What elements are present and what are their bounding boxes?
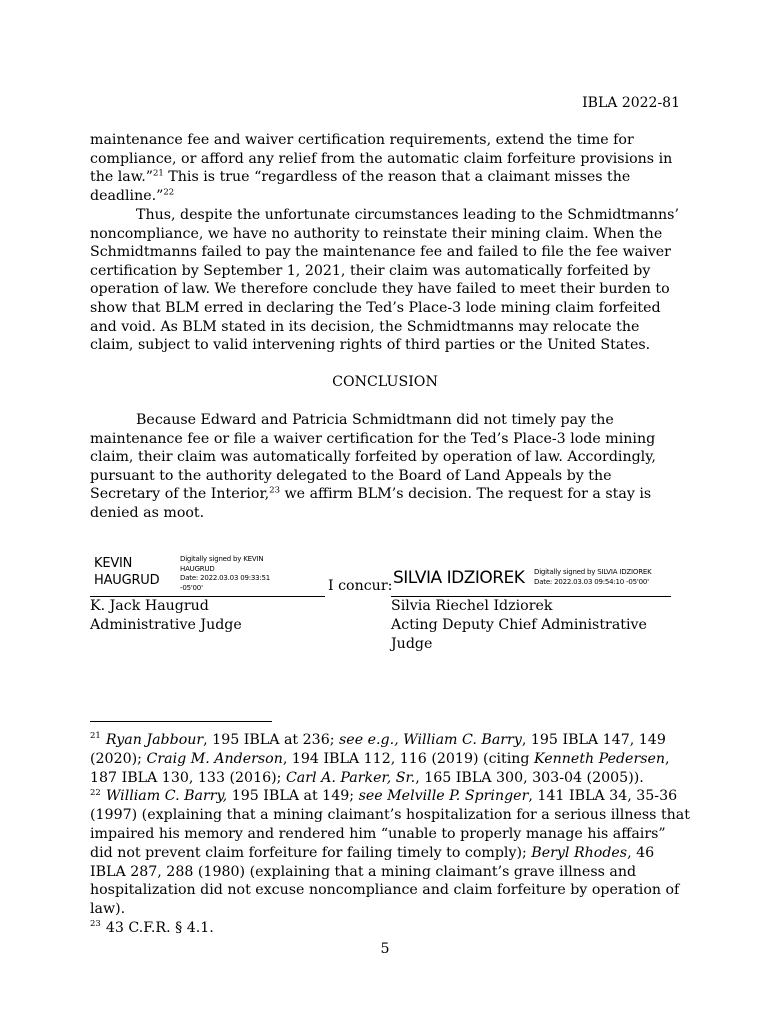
case-citation: Ryan Jabbour bbox=[105, 732, 204, 748]
paragraph-conclusion bbox=[90, 411, 680, 523]
paragraph-text: we affirm BLM’s decision. The request for a stay is denied as moot. bbox=[90, 486, 652, 521]
paragraph-analysis bbox=[90, 206, 680, 355]
signer-name: Silvia Riechel Idziorek bbox=[391, 598, 553, 614]
case-citation: Craig M. Anderson bbox=[146, 750, 283, 767]
paragraph-continuation bbox=[90, 131, 680, 205]
citation-text: , 195 IBLA at 236; bbox=[203, 732, 340, 748]
signature-block bbox=[90, 552, 690, 652]
citation-text: , 165 IBLA 300, 303-04 (2005)). bbox=[415, 769, 644, 786]
paragraph-text: Because Edward and Patricia Schmidtmann did not timely pay the maintenance fee or file a waiver certification for the Ted’s Place-3 lode mining claim, their claim was automatically forfeited by operation of law. Accordingly, pursuant to the authority delegated to the Board of Land Appeals by the Secretary of the Interior, bbox=[90, 412, 656, 503]
case-citation: Carl A. Parker, Sr. bbox=[285, 769, 416, 786]
citation-text: 195 IBLA at 149; bbox=[227, 788, 359, 805]
citation-text: , 187 IBLA 130, 133 (2016); bbox=[90, 750, 670, 786]
signer-name-stamp: SILVIA IDZIOREK bbox=[393, 568, 525, 588]
footnotes bbox=[90, 731, 690, 938]
signature-metadata: Digitally signed by SILVIA IDZIOREK Date: 2022.03.03 09:54:10 -05'00' bbox=[534, 568, 652, 586]
footnote-21 bbox=[90, 731, 690, 787]
footnote-22 bbox=[90, 787, 690, 919]
section-heading: CONCLUSION bbox=[332, 374, 438, 390]
digital-signature-stamp[interactable] bbox=[90, 552, 325, 597]
citation-text: , 46 IBLA 287, 288 (1980) (explaining that a mining claimant’s grave illness and hospitalization did not excuse noncompliance and claim forfeiture by operation of law). bbox=[90, 844, 680, 918]
footnote-ref-23[interactable]: 23 bbox=[269, 485, 281, 496]
signer-title: Acting Deputy Chief Administrative Judge bbox=[391, 617, 647, 652]
citation-text: , 194 IBLA 112, 116 (2019) (citing bbox=[282, 750, 535, 767]
footnote-23 bbox=[90, 919, 690, 938]
concur-label: I concur: bbox=[328, 578, 393, 594]
footnote-number: 22 bbox=[90, 787, 101, 798]
citation-text: , 195 IBLA 147, 149 (2020); bbox=[90, 732, 666, 767]
paragraph-text: Thus, despite the unfortunate circumstances leading to the Schmidtmanns’ noncompliance, we have no authority to reinstate their mining claim. When the Schmidtmanns failed to pay the maintenance fee and failed to file the fee waiver certification by September 1, 2021, their claim was automatically forfeited by operation of law. We therefore conclude they have failed to meet their burden to show that BLM erred in declaring the Ted’s Place-3 lode mining claim forfeited and void. As BLM stated in its decision, the Schmidtmanns may relocate the claim, subject to valid intervening rights of third parties or the United States. bbox=[90, 207, 679, 354]
digital-signature-stamp[interactable] bbox=[391, 552, 671, 597]
footnote-number: 23 bbox=[90, 919, 101, 930]
signer-name: K. Jack Haugrud bbox=[90, 598, 209, 614]
paragraph-text: maintenance fee and waiver certification requirements, extend the time for compliance, or afford any relief from the automatic claim forfeiture provisions in the law.” bbox=[90, 132, 673, 186]
signature-metadata: Digitally signed by KEVIN HAUGRUD Date: 2022.03.03 09:33:51 -05'00' bbox=[180, 555, 271, 592]
citation-text: 43 C.F.R. § 4.1. bbox=[105, 919, 214, 936]
docket-number: IBLA 2022-81 bbox=[582, 95, 680, 111]
footnote-ref-21[interactable]: 21 bbox=[152, 168, 164, 179]
paragraph-text: This is true “regardless of the reason that a claimant misses the deadline.” bbox=[90, 169, 631, 204]
page-number: 5 bbox=[380, 941, 390, 957]
case-citation: Beryl Rhodes bbox=[531, 844, 628, 861]
signer-title: Administrative Judge bbox=[90, 617, 242, 633]
case-citation: see Melville P. Springer bbox=[358, 788, 529, 805]
case-citation: see e.g., William C. Barry bbox=[339, 732, 522, 748]
signature-right bbox=[391, 552, 671, 654]
citation-text: , 141 IBLA 34, 35-36 (1997) (explaining that a mining claimant’s hospitalization for a serious illness that impaired his memory and rendered him “unable to properly manage his affairs” did not prevent claim forfeiture for failing timely to comply); bbox=[90, 788, 690, 861]
footnote-divider bbox=[90, 721, 272, 722]
footnote-ref-22[interactable]: 22 bbox=[163, 187, 175, 198]
signature-left bbox=[90, 552, 325, 635]
footnote-number: 21 bbox=[90, 731, 101, 742]
case-citation: Kenneth Pedersen bbox=[534, 750, 666, 767]
signer-name-stamp: KEVIN HAUGRUD bbox=[94, 556, 160, 588]
case-citation: William C. Barry, bbox=[105, 788, 228, 805]
